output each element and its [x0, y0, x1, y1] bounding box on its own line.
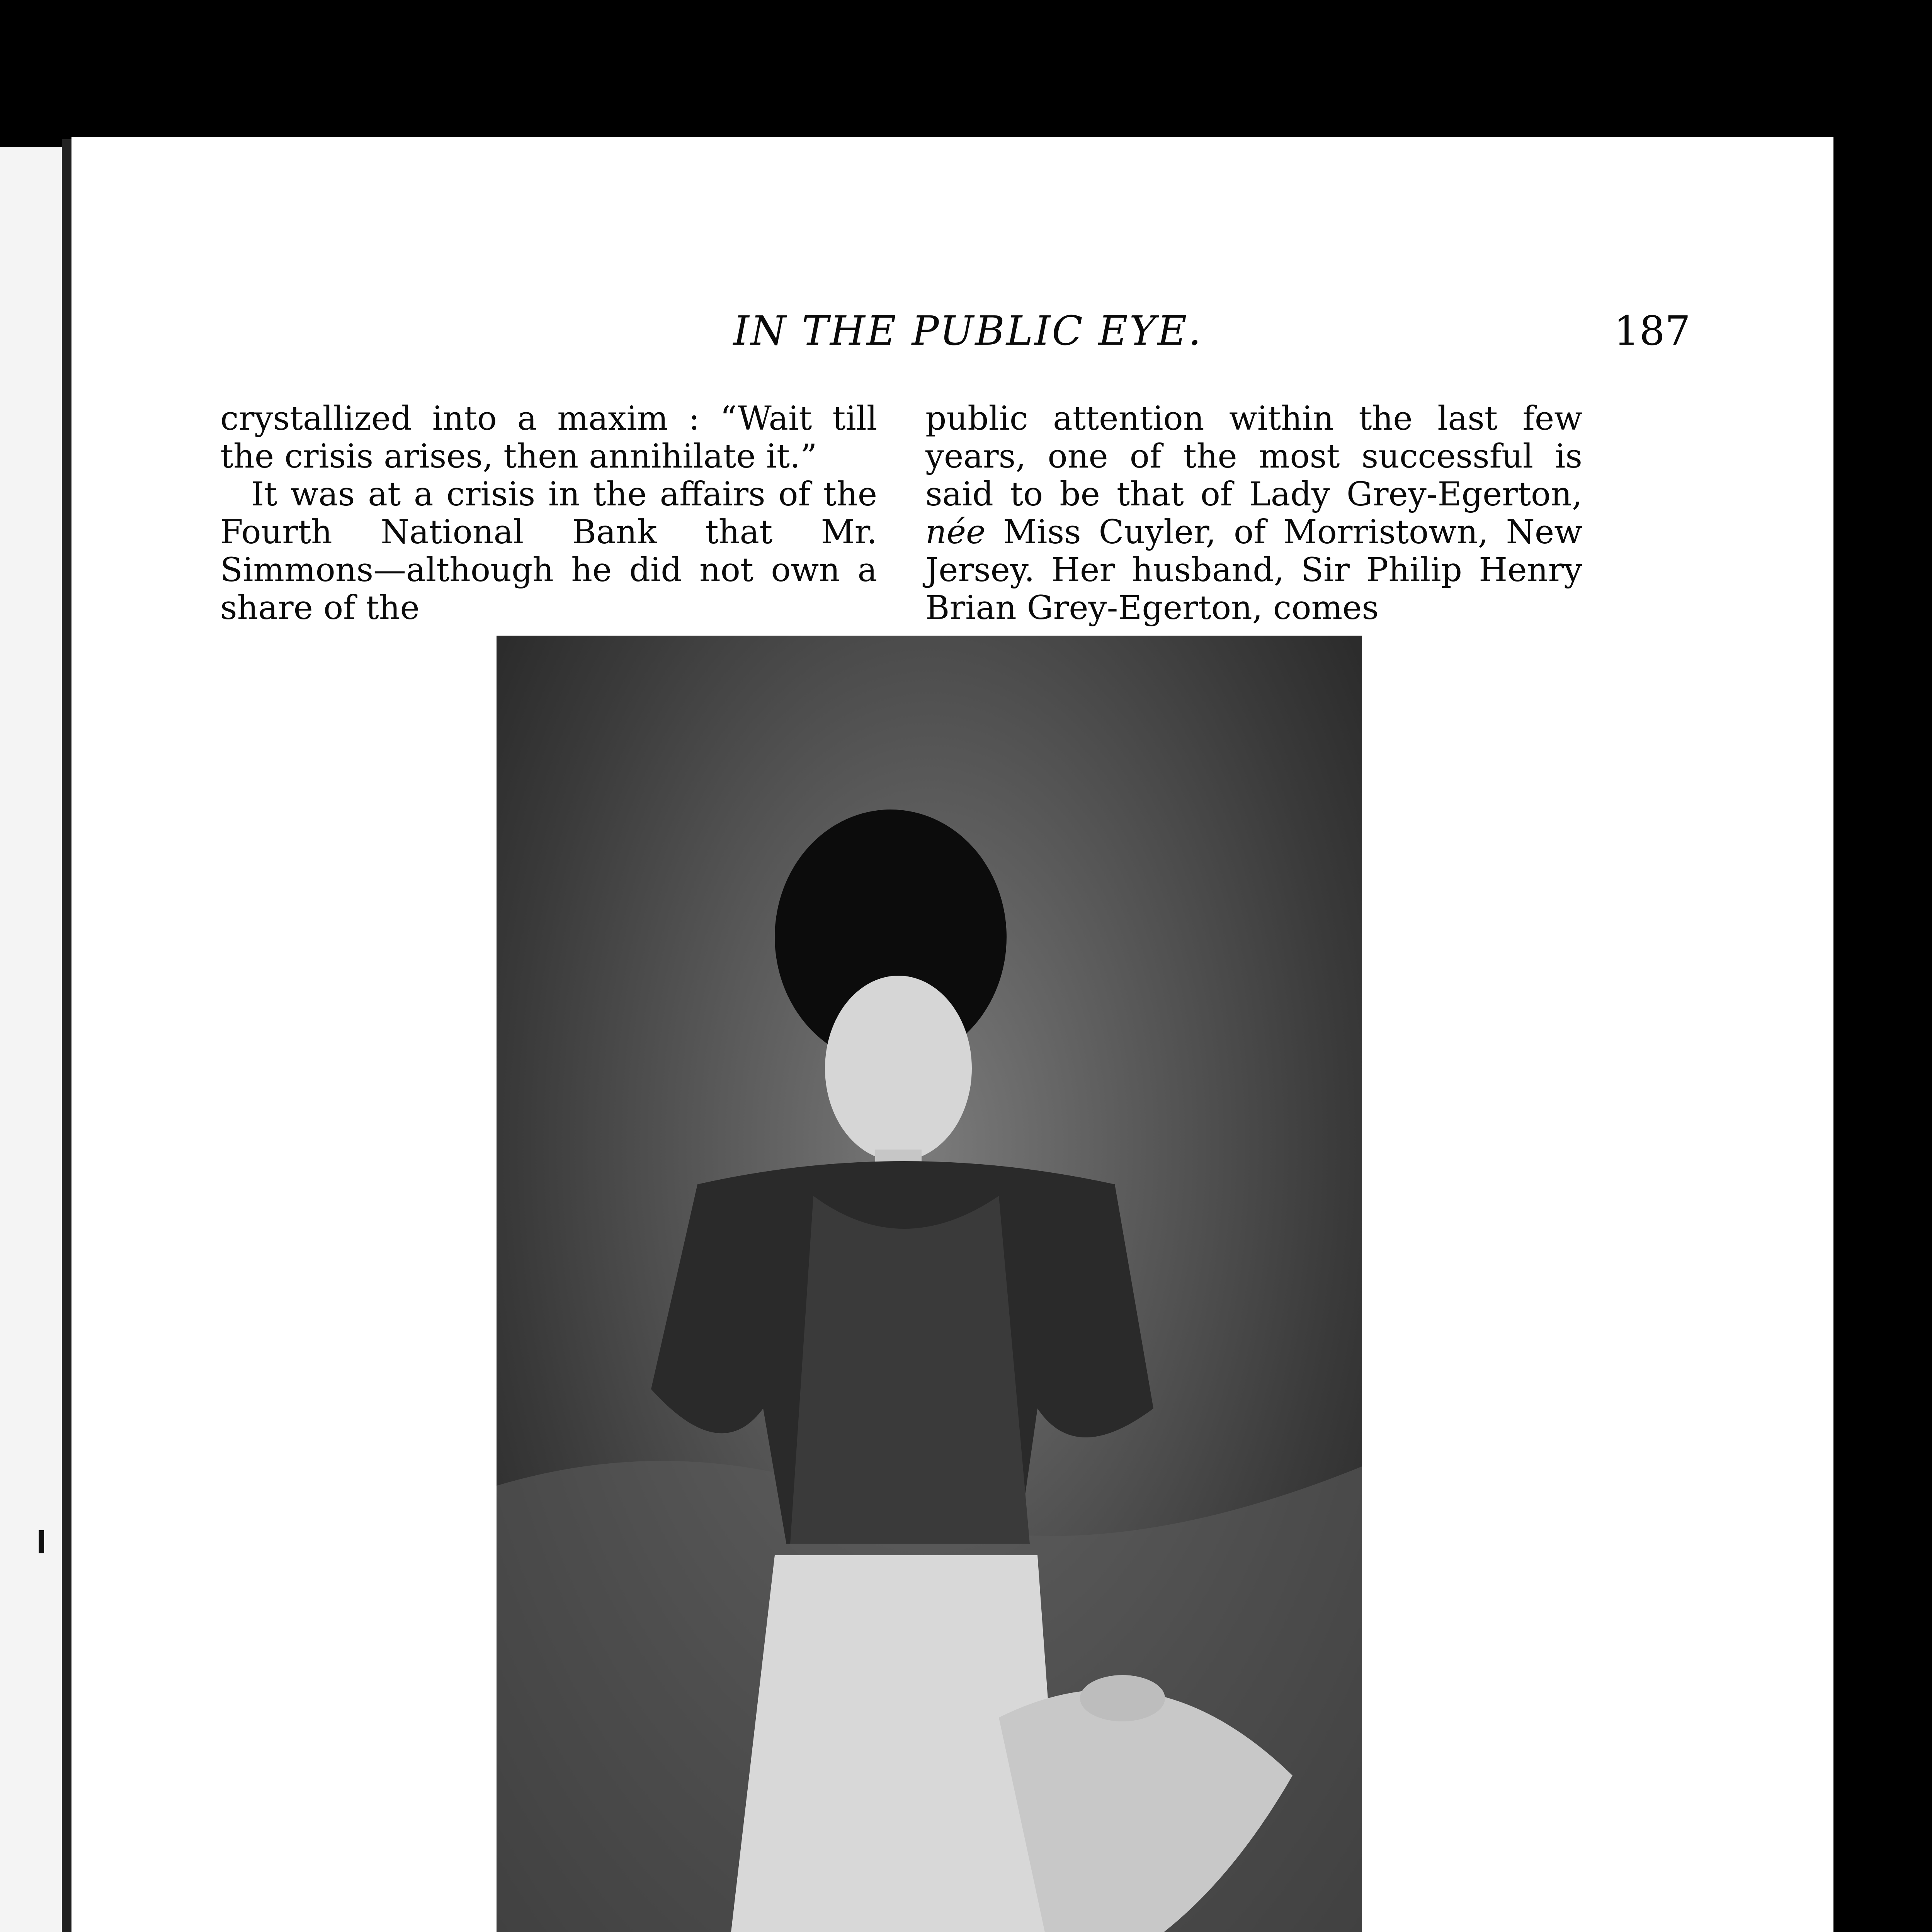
page-header: [71, 307, 1833, 369]
column-top-right: [925, 400, 1582, 627]
portrait-photograph: [497, 636, 1362, 1932]
portrait-illustration: [497, 636, 1362, 1932]
paragraph: [925, 400, 1582, 627]
page-gutter-shadow: [62, 139, 71, 1932]
text-run: Miss Cuyler, of Morristown, New Jersey. Her husband, Sir Philip Henry Brian Grey-Egerton, comes: [925, 513, 1582, 627]
text-run: public attention within the last few years, one of the most successful is said to be that of Lady Grey-Egerton,: [925, 400, 1582, 514]
column-top-left: [220, 400, 877, 627]
paragraph: crystallized into a maxim : “Wait till the crisis arises, then annihilate it.”: [220, 400, 877, 476]
scan-mark: [39, 1530, 44, 1553]
book-page: [71, 137, 1833, 1932]
page-number: 187: [1614, 307, 1690, 354]
paragraph: It was at a crisis in the affairs of the Fourth National Bank that Mr. Simmons—although he did not own a share of the: [220, 475, 877, 627]
italic-word-nee: née: [925, 513, 986, 551]
left-page-edge: [0, 147, 62, 1932]
running-title: IN THE PUBLIC EYE.: [733, 307, 1203, 354]
